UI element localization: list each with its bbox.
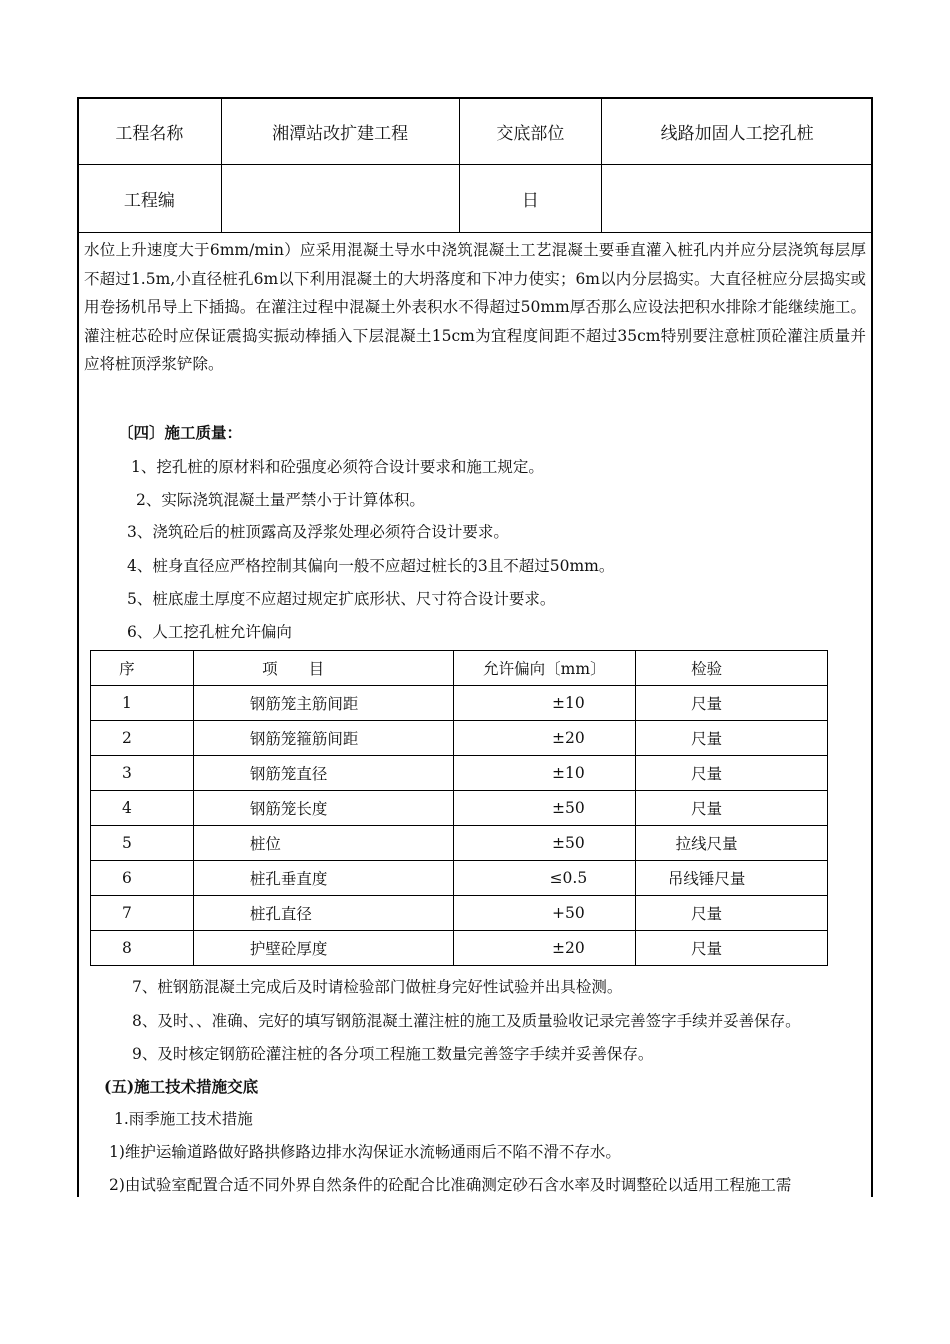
row-check: 尺量 bbox=[636, 931, 828, 966]
col-header-check: 检验 bbox=[636, 651, 828, 686]
row-no: 6 bbox=[91, 861, 194, 896]
after-item-7: 7、桩钢筋混凝土完成后及时请检验部门做桩身完好性试验并出具检测。 bbox=[132, 978, 623, 996]
row-tolerance: ±50 bbox=[453, 791, 636, 826]
tolerance-table bbox=[90, 650, 828, 966]
quality-item-6: 6、人工挖孔桩允许偏向 bbox=[127, 623, 292, 641]
row-tolerance: ±20 bbox=[453, 721, 636, 756]
row-item: 钢筋笼箍筋间距 bbox=[193, 721, 453, 756]
quality-item-4: 4、桩身直径应严格控制其偏向一般不应超过桩长的3且不超过50mm。 bbox=[127, 557, 615, 575]
quality-title: 〔四〕施工质量： bbox=[118, 423, 243, 442]
row-tolerance: ±10 bbox=[453, 686, 636, 721]
row-item: 桩位 bbox=[193, 826, 453, 861]
table-row bbox=[91, 896, 828, 931]
row-tolerance: ±10 bbox=[453, 756, 636, 791]
row-item: 护壁砼厚度 bbox=[193, 931, 453, 966]
row-tolerance: ≤0.5 bbox=[453, 861, 636, 896]
row-check: 尺量 bbox=[636, 756, 828, 791]
quality-item-1: 1、挖孔桩的原材料和砼强度必须符合设计要求和施工规定。 bbox=[131, 458, 544, 476]
row-no: 3 bbox=[91, 756, 194, 791]
table-row bbox=[91, 861, 828, 896]
project-name-value: 湘潭站改扩建工程 bbox=[221, 98, 459, 165]
table-row bbox=[91, 791, 828, 826]
row-item: 钢筋笼直径 bbox=[193, 756, 453, 791]
row-tolerance: ±50 bbox=[453, 826, 636, 861]
quality-item-2: 2、实际浇筑混凝土量严禁小于计算体积。 bbox=[136, 491, 425, 509]
tolerance-header-row bbox=[91, 651, 828, 686]
row-no: 1 bbox=[91, 686, 194, 721]
after-item-8: 8、及时、、准确、完好的填写钢筋混凝土灌注桩的施工及质量验收记录完善签字手续并妥善保存。 bbox=[132, 1012, 801, 1030]
row-item: 桩孔垂直度 bbox=[193, 861, 453, 896]
row-no: 7 bbox=[91, 896, 194, 931]
section5-item-2: 2)由试验室配置合适不同外界自然条件的砼配合比准确测定砂石含水率及时调整砼以适用工程施工需 bbox=[109, 1176, 792, 1194]
project-name-label: 工程名称 bbox=[78, 98, 222, 165]
row-check: 尺量 bbox=[636, 721, 828, 756]
row-no: 4 bbox=[91, 791, 194, 826]
row-check: 尺量 bbox=[636, 896, 828, 931]
table-row bbox=[91, 756, 828, 791]
section5-title: (五)施工技术措施交底 bbox=[104, 1077, 259, 1096]
quality-item-5: 5、桩底虚土厚度不应超过规定扩底形状、尺寸符合设计要求。 bbox=[127, 590, 556, 608]
row-no: 5 bbox=[91, 826, 194, 861]
table-row bbox=[91, 721, 828, 756]
row-check: 吊线锤尺量 bbox=[636, 861, 828, 896]
row-tolerance: +50 bbox=[453, 896, 636, 931]
after-item-9: 9、及时核定钢筋砼灌注桩的各分项工程施工数量完善签字手续并妥善保存。 bbox=[132, 1045, 654, 1063]
intro-paragraph: 水位上升速度大于6mm/min）应采用混凝土导水中浇筑混凝土工艺混凝土要垂直灌入桩孔内并应分层浇筑每层厚不超过1.5m,小直径桩孔6m以下利用混凝土的大坍落度和下冲力使实；6m以内分层捣实。大直径桩应分层捣实或用卷扬机吊导上下插捣。在灌注过程中混凝土外表积水不得超过50mm厚否那么应设法把积水排除才能继续施工。灌注桩芯砼时应保证震捣实振动棒插入下层混凝土15cm为宜程度间距不超过35cm特别要注意桩顶砼灌注质量并应将桩顶浮浆铲除。 bbox=[84, 241, 866, 373]
row-item: 钢筋笼主筋间距 bbox=[193, 686, 453, 721]
table-row bbox=[91, 686, 828, 721]
row-check: 拉线尺量 bbox=[636, 826, 828, 861]
row-tolerance: ±20 bbox=[453, 931, 636, 966]
project-code-label: 工程编 bbox=[78, 165, 222, 233]
col-header-tolerance: 允许偏向〔mm〕 bbox=[453, 651, 636, 686]
row-check: 尺量 bbox=[636, 686, 828, 721]
handover-part-label: 交底部位 bbox=[459, 98, 602, 165]
section5-item-1: 1)维护运输道路做好路拱修路边排水沟保证水流畅通雨后不陷不滑不存水。 bbox=[109, 1143, 621, 1161]
row-no: 2 bbox=[91, 721, 194, 756]
col-header-no: 序 bbox=[91, 651, 194, 686]
table-row bbox=[91, 931, 828, 966]
section5-sub1: 1.雨季施工技术措施 bbox=[114, 1110, 253, 1128]
row-item: 桩孔直径 bbox=[193, 896, 453, 931]
date-label: 日 bbox=[459, 165, 602, 233]
handover-part-value: 线路加固人工挖孔桩 bbox=[602, 98, 873, 165]
row-check: 尺量 bbox=[636, 791, 828, 826]
col-header-item: 项 目 bbox=[193, 651, 453, 686]
table-row bbox=[91, 826, 828, 861]
quality-item-3: 3、浇筑砼后的桩顶露高及浮浆处理必须符合设计要求。 bbox=[127, 523, 509, 541]
row-no: 8 bbox=[91, 931, 194, 966]
row-item: 钢筋笼长度 bbox=[193, 791, 453, 826]
